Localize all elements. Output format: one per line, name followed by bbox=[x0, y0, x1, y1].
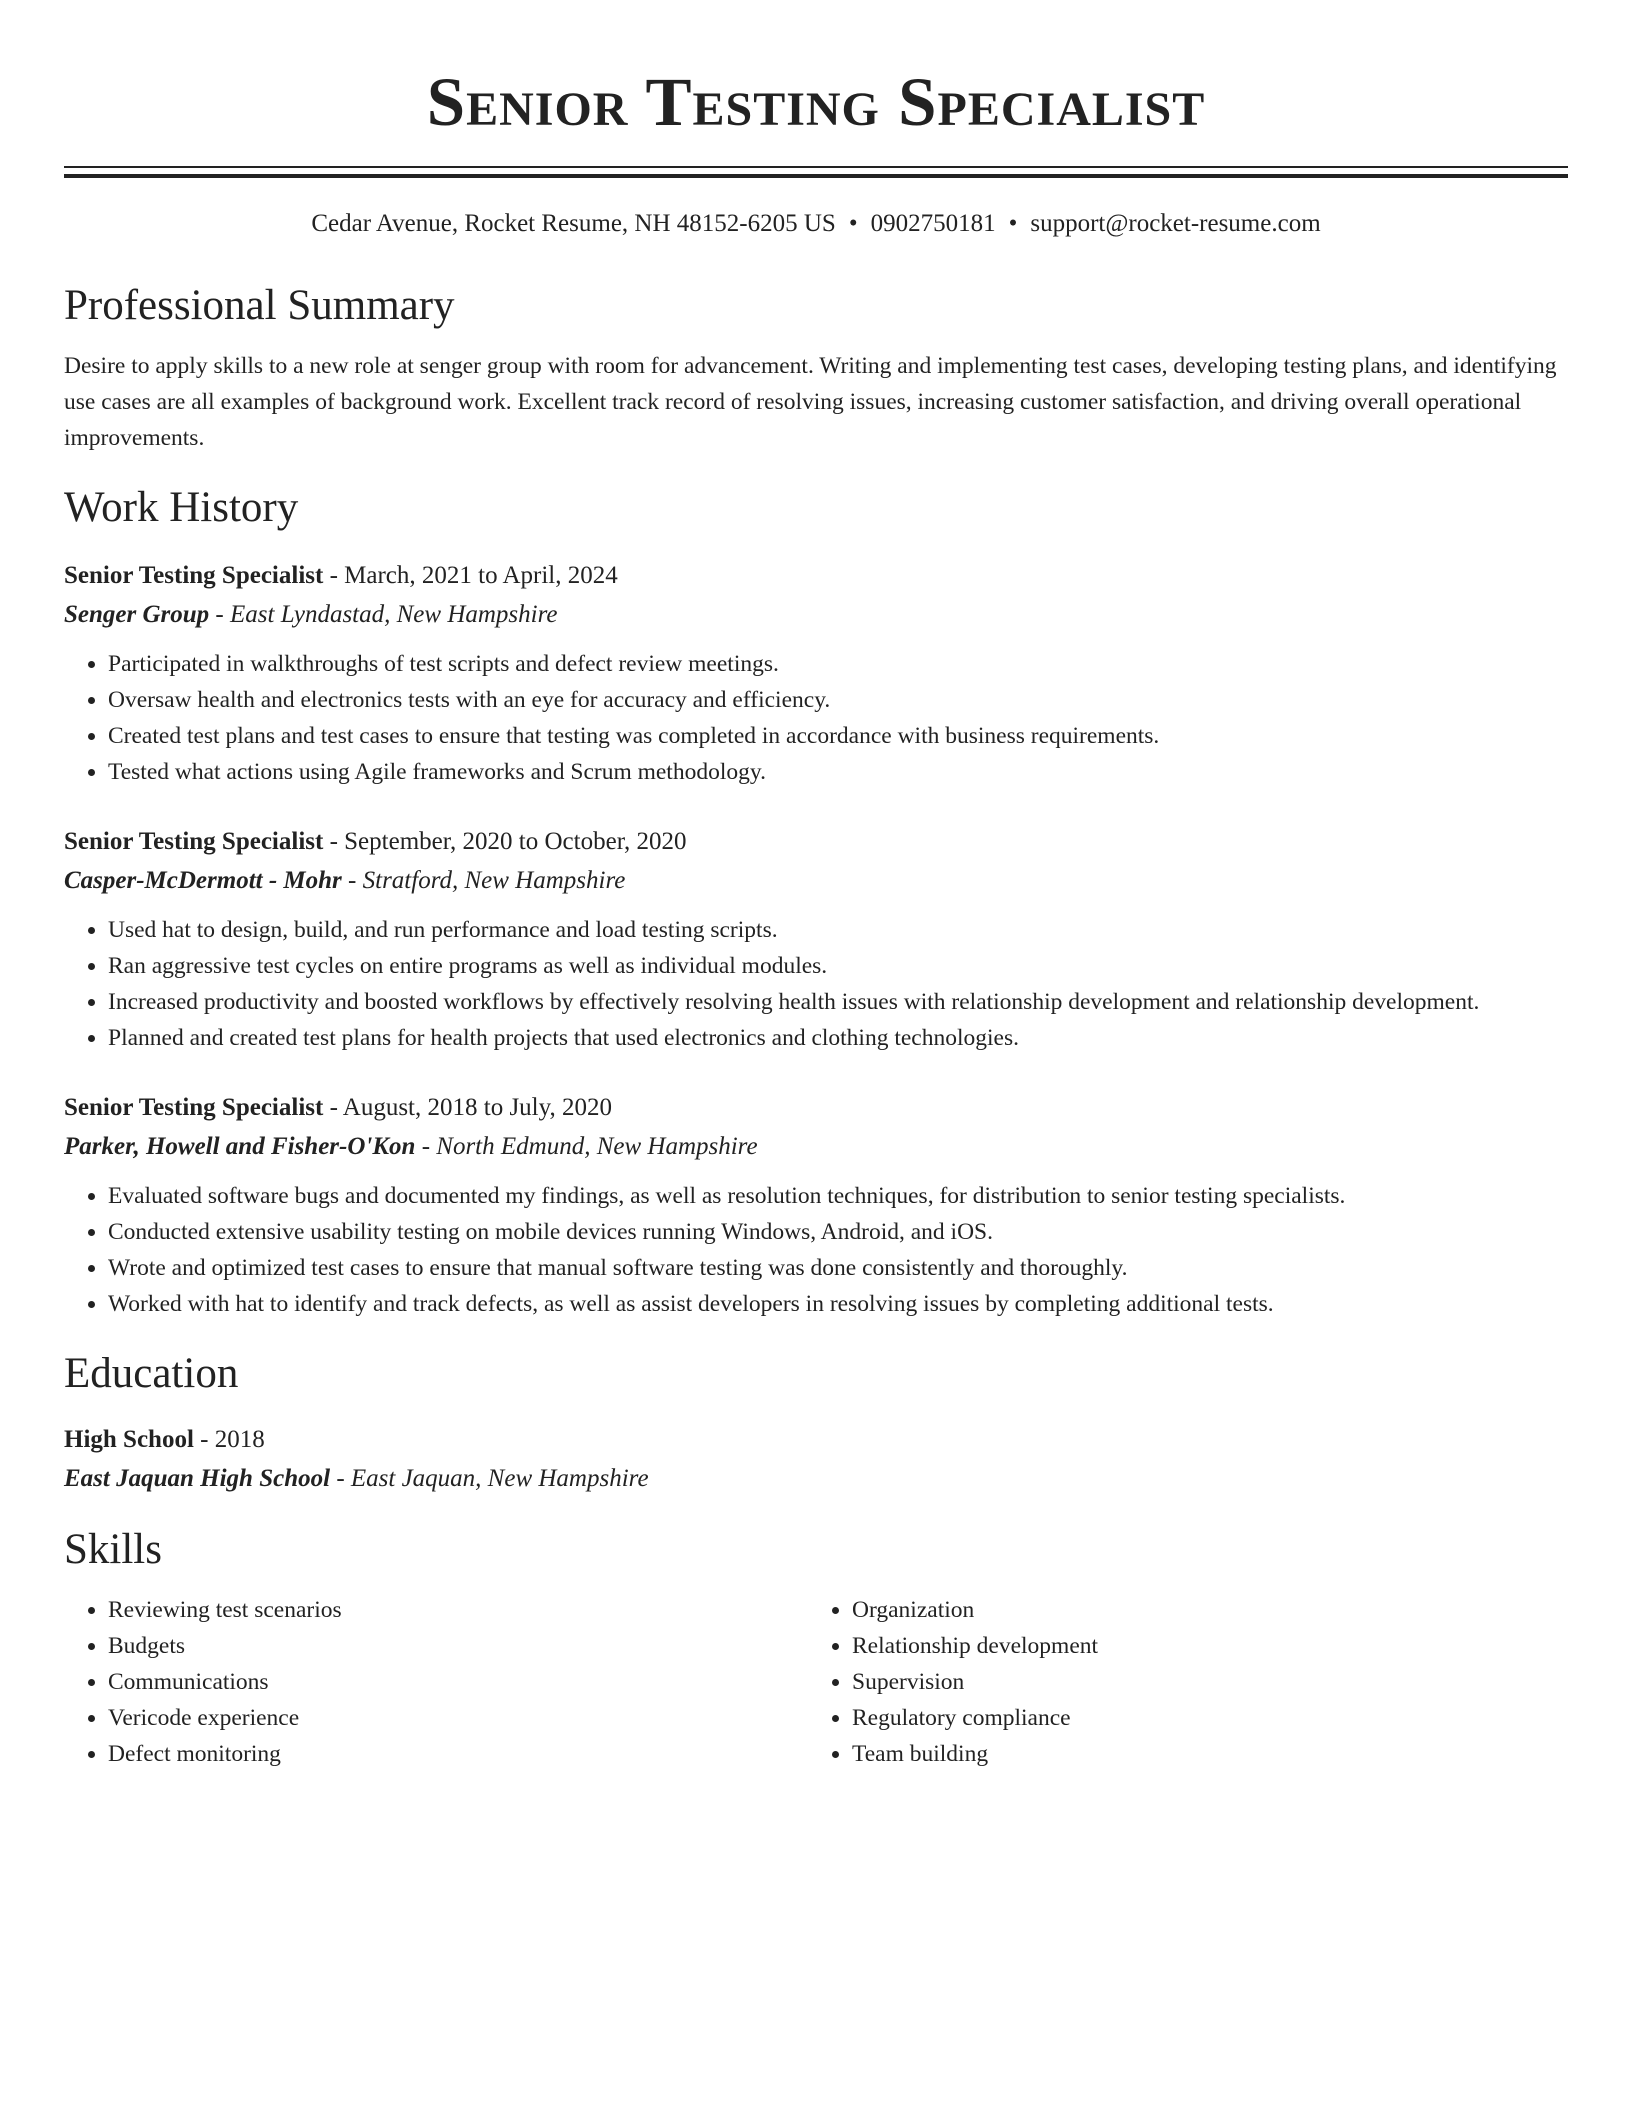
job-bullets bbox=[64, 646, 1568, 790]
contact-address: Cedar Avenue, Rocket Resume, NH 48152-6205 US bbox=[311, 210, 836, 237]
contact-separator: • bbox=[848, 210, 858, 237]
skill-item: • Reviewing test scenarios bbox=[108, 1592, 808, 1628]
job-bullet: • Used hat to design, build, and run performance and load testing scripts. bbox=[108, 912, 1568, 948]
contact-line bbox=[64, 208, 1568, 240]
job-bullet: • Increased productivity and boosted workflows by effectively resolving health issues with relationship development and relationship development. bbox=[108, 984, 1568, 1020]
work-history-section bbox=[64, 482, 1568, 1322]
job-title-line bbox=[64, 556, 1568, 595]
job-bullet: • Planned and created test plans for health projects that used electronics and clothing technologies. bbox=[108, 1020, 1568, 1056]
company-name: Parker, Howell and Fisher-O'Kon bbox=[64, 1133, 416, 1160]
job-dates: - September, 2020 to October, 2020 bbox=[323, 828, 687, 855]
summary-text: Desire to apply skills to a new role at senger group with room for advancement. Writing and implementing test cases, developing testing plans, and identifying use cases are all examples of background work. Excellent track record of resolving issues, increasing customer satisfaction, and driving overall operational improvements. bbox=[64, 353, 1557, 451]
company-line bbox=[64, 861, 1568, 900]
job-entry bbox=[64, 822, 1568, 1056]
job-bullets bbox=[64, 912, 1568, 1056]
skill-item: • Communications bbox=[108, 1664, 808, 1700]
job-dates: - August, 2018 to July, 2020 bbox=[323, 1094, 612, 1121]
education-section bbox=[64, 1348, 1568, 1498]
job-entry bbox=[64, 556, 1568, 790]
skill-item: • Organization bbox=[852, 1592, 1552, 1628]
school-location: - East Jaquan, New Hampshire bbox=[330, 1465, 649, 1492]
company-location: - Stratford, New Hampshire bbox=[341, 867, 626, 894]
job-bullet: • Conducted extensive usability testing on mobile devices running Windows, Android, and iOS. bbox=[108, 1214, 1568, 1250]
company-name: Casper-McDermott - Mohr bbox=[64, 867, 342, 894]
skill-item: • Vericode experience bbox=[108, 1700, 808, 1736]
skills-section bbox=[64, 1524, 1568, 1772]
skills-list-right bbox=[808, 1592, 1552, 1772]
skills-list-left bbox=[64, 1592, 808, 1772]
job-bullet: • Ran aggressive test cycles on entire programs as well as individual modules. bbox=[108, 948, 1568, 984]
school-line bbox=[64, 1459, 1568, 1498]
contact-phone: 0902750181 bbox=[870, 210, 996, 237]
company-location: - North Edmund, New Hampshire bbox=[415, 1133, 758, 1160]
job-bullet: • Worked with hat to identify and track defects, as well as assist developers in resolving issues by completing additional tests. bbox=[108, 1286, 1568, 1322]
title-divider bbox=[64, 166, 1568, 178]
skill-item: • Supervision bbox=[852, 1664, 1552, 1700]
education-heading: Education bbox=[64, 1350, 239, 1397]
resume-title: Senior Testing Specialist bbox=[426, 64, 1206, 140]
skill-item: • Budgets bbox=[108, 1628, 808, 1664]
company-name: Senger Group bbox=[64, 601, 210, 628]
skill-item: • Regulatory compliance bbox=[852, 1700, 1552, 1736]
skill-item: • Defect monitoring bbox=[108, 1736, 808, 1772]
education-entry bbox=[64, 1420, 1568, 1498]
contact-separator: • bbox=[1008, 210, 1018, 237]
job-bullet: • Oversaw health and electronics tests with an eye for accuracy and efficiency. bbox=[108, 682, 1568, 718]
job-bullet: • Participated in walkthroughs of test scripts and defect review meetings. bbox=[108, 646, 1568, 682]
summary-section bbox=[64, 280, 1568, 456]
job-title-line bbox=[64, 1088, 1568, 1127]
resume-page bbox=[64, 0, 1568, 1772]
skill-item: • Team building bbox=[852, 1736, 1552, 1772]
job-title: Senior Testing Specialist bbox=[64, 562, 324, 589]
job-bullet: • Tested what actions using Agile frameworks and Scrum methodology. bbox=[108, 754, 1568, 790]
job-bullet: • Wrote and optimized test cases to ensure that manual software testing was done consistently and thoroughly. bbox=[108, 1250, 1568, 1286]
divider-thick-line bbox=[64, 174, 1568, 178]
summary-heading: Professional Summary bbox=[64, 282, 455, 329]
job-bullets bbox=[64, 1178, 1568, 1322]
degree-line bbox=[64, 1420, 1568, 1459]
job-title: Senior Testing Specialist bbox=[64, 828, 324, 855]
degree: High School bbox=[64, 1426, 194, 1453]
company-line bbox=[64, 595, 1568, 634]
work-history-heading: Work History bbox=[64, 484, 299, 531]
job-title-line bbox=[64, 822, 1568, 861]
skills-heading: Skills bbox=[64, 1526, 162, 1573]
job-title: Senior Testing Specialist bbox=[64, 1094, 324, 1121]
skills-columns bbox=[64, 1592, 1568, 1772]
job-entry bbox=[64, 1088, 1568, 1322]
divider-thin-line bbox=[64, 166, 1568, 168]
company-location: - East Lyndastad, New Hampshire bbox=[209, 601, 558, 628]
contact-email: support@rocket-resume.com bbox=[1030, 210, 1321, 237]
job-bullet: • Created test plans and test cases to ensure that testing was completed in accordance with business requirements. bbox=[108, 718, 1568, 754]
school-name: East Jaquan High School bbox=[64, 1465, 331, 1492]
company-line bbox=[64, 1127, 1568, 1166]
job-bullet: • Evaluated software bugs and documented my findings, as well as resolution techniques, for distribution to senior testing specialists. bbox=[108, 1178, 1568, 1214]
job-dates: - March, 2021 to April, 2024 bbox=[323, 562, 618, 589]
graduation-year: - 2018 bbox=[193, 1426, 265, 1453]
skill-item: • Relationship development bbox=[852, 1628, 1552, 1664]
